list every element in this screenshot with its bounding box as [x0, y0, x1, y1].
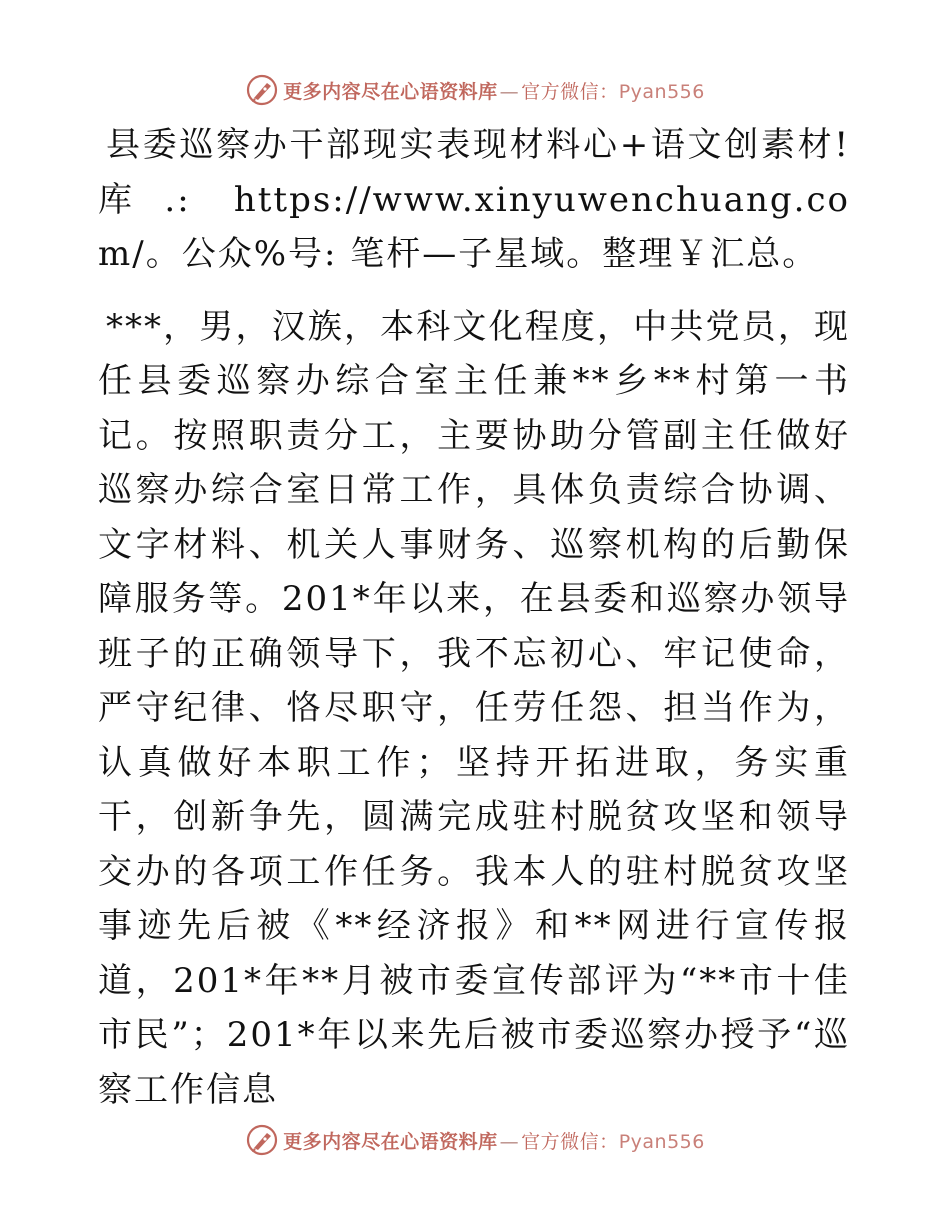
pen-nib-logo-icon: [245, 73, 279, 107]
footer-wechat-label: 官方微信：: [521, 1130, 619, 1153]
document-body: [98, 118, 850, 1117]
document-body-paragraph: ***，男，汉族，本科文化程度，中共党员，现任县委巡察办综合室主任兼**乡**村第一书记。按照职责分工，主要协助分管副主任做好巡察办综合室日常工作，具体负责综合协调、文字材料、机关人事财务、巡察机构的后勤保障服务等。201*年以来，在县委和巡察办领导班子的正确领导下，我不忘初心、牢记使命，严守纪律、恪尽职守，任劳任怨、担当作为，认真做好本职工作；坚持开拓进取，务实重干，创新争先，圆满完成驻村脱贫攻坚和领导交办的各项工作任务。我本人的驻村脱贫攻坚事迹先后被《**经济报》和**网进行宣传报道，201*年**月被市委宣传部评为“**市十佳市民”；201*年以来先后被市委巡察办授予“巡察工作信息: [98, 306, 850, 1110]
document-title-paragraph: 县委巡察办干部现实表现材料心+语文创素材!库.: https://www.xinyuwenchuang.com/。公众%号: 笔杆—子星域。整理￥汇总。: [98, 125, 850, 274]
footer-banner: [0, 1120, 950, 1160]
header-separator: —: [499, 80, 520, 103]
header-wechat-label: 官方微信：: [521, 80, 619, 103]
footer-wechat-account: Pyan556: [618, 1130, 705, 1153]
header-banner: [0, 70, 950, 110]
header-wechat-account: Pyan556: [618, 80, 705, 103]
header-library-name: 更多内容尽在心语资料库: [283, 80, 498, 103]
header-banner-text: [283, 77, 705, 104]
footer-banner-text: [283, 1127, 705, 1154]
footer-separator: —: [499, 1130, 520, 1153]
footer-library-name: 更多内容尽在心语资料库: [283, 1130, 498, 1153]
pen-nib-logo-icon: [245, 1123, 279, 1157]
